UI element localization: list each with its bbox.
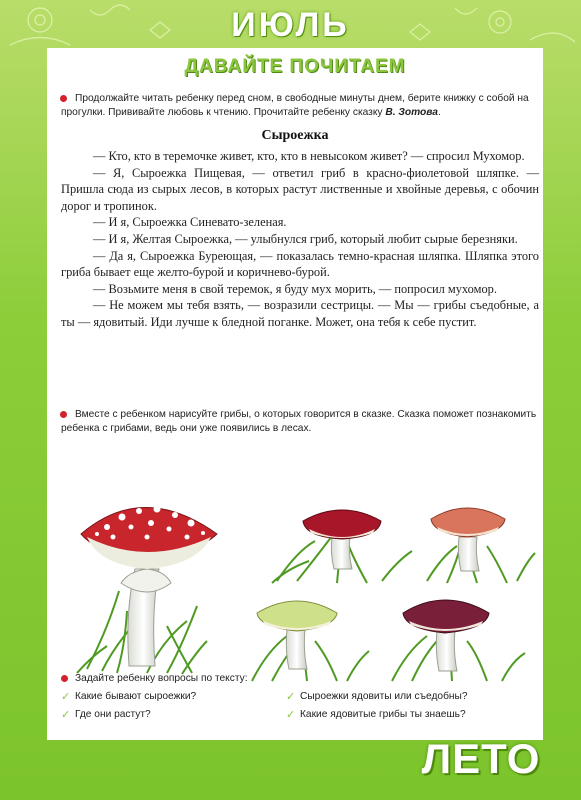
story-text <box>61 148 539 331</box>
russula-salmon-illustration <box>427 508 535 583</box>
story-paragraph: — Кто, кто в теремочке живет, кто, кто в невысоком живет? — спросил Мухомор. <box>93 149 525 163</box>
section-title: ДАВАЙТЕ ПОЧИТАЕМ <box>184 56 406 77</box>
questions-heading-text: Задайте ребенку вопросы по тексту: <box>75 673 248 684</box>
intro-author: В. Зотова <box>385 107 438 118</box>
intro-paragraph <box>61 92 537 120</box>
story-title: Сыроежка <box>261 128 329 143</box>
red-dot-icon <box>61 675 68 682</box>
story-paragraph: — И я, Желтая Сыроежка, — улыбнулся гриб, который любит сырые березняки. <box>93 231 518 246</box>
check-icon: ✓ <box>286 709 296 721</box>
russula-purple-illustration <box>392 600 525 681</box>
month-title: ИЮЛЬ <box>231 6 350 44</box>
story-paragraph: — Возьмите меня в свой теремок, я буду мух морить, — попросил мухомор. <box>93 281 497 296</box>
red-dot-icon <box>60 411 67 418</box>
check-icon: ✓ <box>286 691 296 703</box>
question-text: Какие ядовитые грибы ты знаешь? <box>300 709 466 720</box>
question-text: Где они растут? <box>75 709 151 720</box>
question-item <box>286 690 468 704</box>
content-panel <box>47 48 543 740</box>
intro-end: . <box>437 107 441 118</box>
season-label: ЛЕТО <box>421 735 541 782</box>
check-icon: ✓ <box>61 709 71 721</box>
question-item <box>286 708 466 722</box>
draw-task-text: Вместе с ребенком нарисуйте грибы, о которых говорится в сказке. Сказка поможет познакомить ребенка с грибами, ведь они уже появились в лесах. <box>61 409 537 434</box>
russula-red-illustration <box>272 510 412 583</box>
check-icon: ✓ <box>61 691 71 703</box>
question-text: Сыроежки ядовиты или съедобны? <box>300 691 468 702</box>
intro-text: Продолжайте читать ребенку перед сном, в свободные минуты днем, берите книжку с собой на прогулки. Прививайте любовь к чтению. Прочитайте ребенку сказку <box>61 93 529 118</box>
russula-green-illustration <box>252 601 369 681</box>
questions-heading <box>61 672 537 686</box>
fly-agaric-illustration <box>77 506 217 675</box>
story-paragraph: — Я, Сыроежка Пищевая, — ответил гриб в красно-фиолетовой шляпке. — Пришла сюда из сырых лесов, в которых растут лиственные и хвойные деревья, с обочин дорог и тропинок. <box>61 165 539 213</box>
question-text: Какие бывают сыроежки? <box>75 691 197 702</box>
questions-block <box>61 672 537 721</box>
question-item <box>61 690 196 704</box>
question-item <box>61 708 151 722</box>
story-paragraph: — Да я, Сыроежка Буреющая, — показалась темно-красная шляпка. Шляпка этого гриба бывает еще желто-бурой и коричнево-бурой. <box>61 248 539 280</box>
story-paragraph: — Не можем мы тебя взять, — возразили сестрицы. — Мы — грибы съедобные, а ты — ядовитый. Иди лучше к бледной поганке. Может, она тебя к себе пустит. <box>61 298 539 329</box>
story-paragraph: — И я, Сыроежка Синевато-зеленая. <box>93 215 287 230</box>
draw-task-paragraph <box>61 408 537 436</box>
red-dot-icon <box>60 95 67 102</box>
mushrooms-illustration <box>47 441 543 711</box>
